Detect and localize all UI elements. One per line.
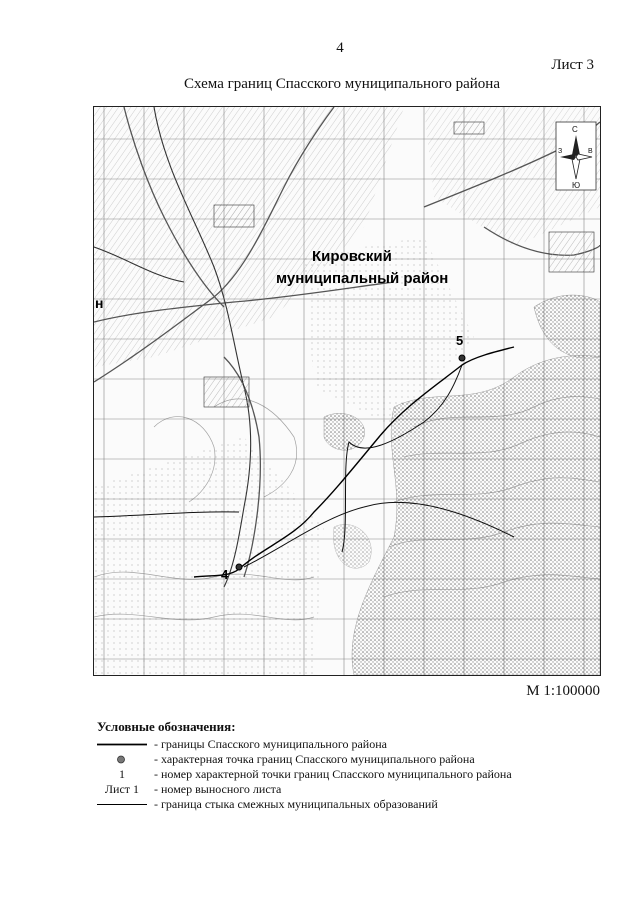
- edge-label: н: [95, 295, 104, 311]
- district-label-line1: Кировский: [312, 248, 392, 265]
- compass-east: В: [588, 148, 593, 155]
- point-symbol: [97, 752, 147, 767]
- map-title: Схема границ Спасского муниципального района: [184, 76, 500, 92]
- page-number: 4: [336, 40, 344, 56]
- legend-text: - номер характерной точки границ Спасского муниципального района: [154, 767, 512, 781]
- thick-line-symbol: [97, 737, 147, 752]
- district-label-line2: муниципальный район: [276, 270, 449, 287]
- sheet-label: Лист 3: [551, 57, 594, 73]
- legend-row-boundary: [97, 737, 597, 752]
- point-number-symbol: 1: [119, 767, 125, 781]
- compass-north: С: [572, 125, 578, 134]
- legend-row-point-number: [97, 767, 597, 782]
- map-frame[interactable]: [93, 106, 601, 676]
- thin-line-symbol: [97, 797, 147, 812]
- legend-text: - характерная точка границ Спасского муниципального района: [154, 752, 475, 766]
- legend-text: - границы Спасского муниципального района: [154, 737, 387, 751]
- point-label-4: 4: [221, 567, 229, 582]
- legend-text: - граница стыка смежных муниципальных образований: [154, 797, 438, 811]
- boundary-point-5: [459, 355, 465, 361]
- legend-row-point: [97, 752, 597, 767]
- boundary-point-4: [236, 564, 242, 570]
- point-label-5: 5: [456, 333, 464, 348]
- compass-west: З: [558, 148, 563, 155]
- legend-text: - номер выносного листа: [154, 782, 282, 796]
- topographic-map: [94, 107, 600, 675]
- sheet-symbol: Лист 1: [104, 782, 140, 796]
- compass-south: Ю: [572, 181, 581, 190]
- legend-row-sheet: [97, 782, 597, 797]
- legend-row-adjacent: [97, 797, 597, 812]
- legend-title: Условные обозначения:: [97, 719, 236, 734]
- map-scale: М 1:100000: [526, 683, 600, 699]
- compass-rose-icon: [556, 122, 596, 190]
